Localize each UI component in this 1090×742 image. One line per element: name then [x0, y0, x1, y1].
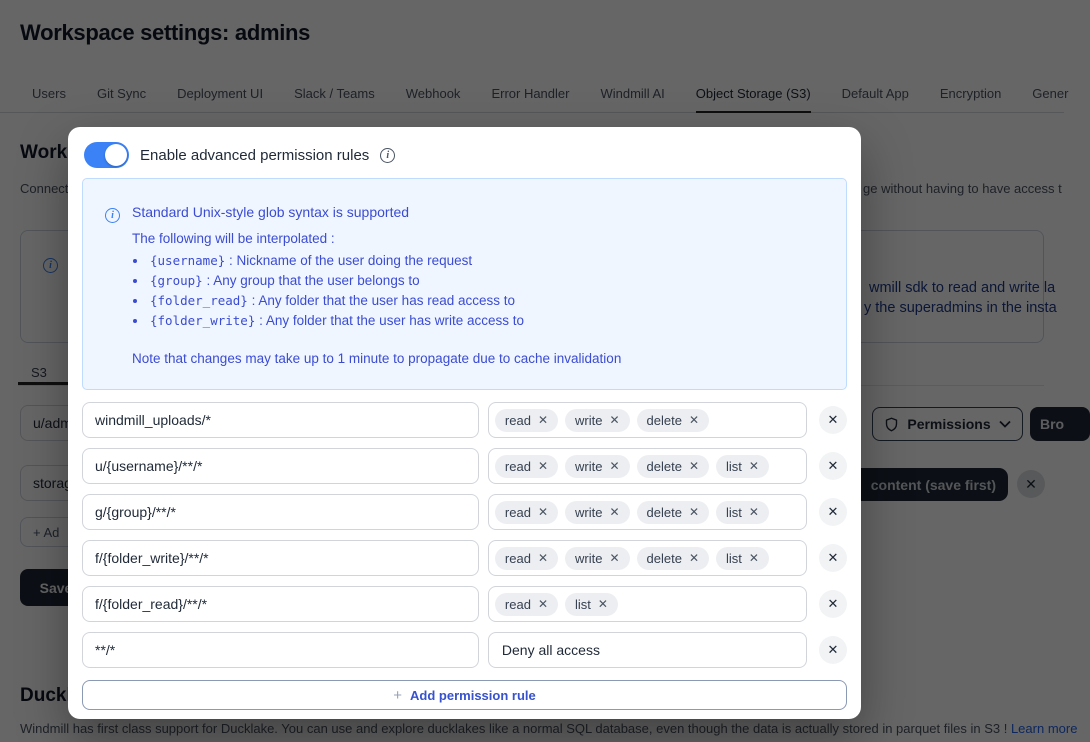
advanced-permission-rules-modal [68, 127, 861, 719]
rule-pattern-input[interactable] [82, 448, 479, 484]
permission-tag-label: write [575, 412, 603, 428]
delete-rule-button[interactable]: ✕ [819, 590, 847, 618]
remove-tag-icon[interactable]: ✕ [597, 597, 608, 611]
permission-tag-label: read [504, 458, 531, 474]
delete-rule-button[interactable]: ✕ [819, 636, 847, 664]
rule-pattern-input[interactable] [82, 402, 479, 438]
cache-invalidation-note: Note that changes may take up to 1 minute to propagate due to cache invalidation [132, 351, 622, 366]
remove-tag-icon[interactable]: ✕ [537, 505, 548, 519]
permission-tag-read[interactable] [495, 409, 558, 432]
permission-tag-label: delete [646, 412, 682, 428]
rule-permissions-box[interactable] [488, 448, 807, 484]
add-permission-rule-button[interactable] [82, 680, 847, 710]
remove-tag-icon[interactable]: ✕ [748, 459, 759, 473]
rule-permissions-box[interactable] [488, 540, 807, 576]
rule-permissions-box[interactable] [488, 586, 807, 622]
permission-tag-label: list [726, 504, 742, 520]
remove-tag-icon[interactable]: ✕ [688, 505, 699, 519]
permission-rule-row [82, 494, 847, 530]
permission-tag-delete[interactable] [637, 455, 709, 478]
permission-tag-delete[interactable] [637, 501, 709, 524]
permission-rule-row [82, 632, 847, 668]
rule-permissions-box[interactable] [488, 632, 807, 668]
permission-tag-list[interactable] [716, 547, 769, 570]
permission-tag-list[interactable] [716, 501, 769, 524]
toggle-knob [105, 144, 127, 166]
interpolation-token-item: • {folder_read} : Any folder that the user has read access to [148, 291, 524, 311]
permission-tag-write[interactable] [565, 409, 630, 432]
info-icon: i [105, 205, 120, 223]
remove-tag-icon[interactable]: ✕ [609, 413, 620, 427]
permission-rule-row [82, 540, 847, 576]
permission-tag-label: write [575, 550, 603, 566]
permission-tag-read[interactable] [495, 455, 558, 478]
remove-tag-icon[interactable]: ✕ [688, 413, 699, 427]
rule-pattern-input[interactable] [82, 494, 479, 530]
permission-tag-write[interactable] [565, 501, 630, 524]
rule-pattern-input[interactable] [82, 586, 479, 622]
glob-syntax-info-box [82, 178, 847, 390]
permission-tag-write[interactable] [565, 455, 630, 478]
permission-tag-label: read [504, 596, 531, 612]
toggle-label: Enable advanced permission rules [140, 146, 370, 164]
remove-tag-icon[interactable]: ✕ [537, 459, 548, 473]
permission-tag-read[interactable] [495, 593, 558, 616]
remove-tag-icon[interactable]: ✕ [609, 505, 620, 519]
permission-rule-row [82, 402, 847, 438]
deny-all-access-label: Deny all access [501, 642, 600, 658]
rule-permissions-box[interactable] [488, 494, 807, 530]
permission-tag-label: list [726, 550, 742, 566]
permission-tag-label: write [575, 458, 603, 474]
remove-tag-icon[interactable]: ✕ [609, 459, 620, 473]
enable-advanced-permissions-toggle[interactable] [84, 142, 129, 168]
rule-permissions-box[interactable] [488, 402, 807, 438]
permission-tag-label: delete [646, 504, 682, 520]
permission-tag-read[interactable] [495, 501, 558, 524]
permission-tag-delete[interactable] [637, 409, 709, 432]
info-box-intro: The following will be interpolated : [132, 231, 335, 246]
rule-pattern-input[interactable] [82, 540, 479, 576]
permission-tag-label: read [504, 550, 531, 566]
permission-rule-row [82, 586, 847, 622]
remove-tag-icon[interactable]: ✕ [688, 551, 699, 565]
permission-tag-label: list [575, 596, 591, 612]
permission-tag-list[interactable] [565, 593, 618, 616]
permission-rule-row [82, 448, 847, 484]
remove-tag-icon[interactable]: ✕ [688, 459, 699, 473]
remove-tag-icon[interactable]: ✕ [748, 551, 759, 565]
interpolation-token-list [148, 251, 524, 331]
permission-tag-list[interactable] [716, 455, 769, 478]
remove-tag-icon[interactable]: ✕ [609, 551, 620, 565]
interpolation-token-item: • {group} : Any group that the user belongs to [148, 271, 524, 291]
permission-tag-write[interactable] [565, 547, 630, 570]
remove-tag-icon[interactable]: ✕ [537, 413, 548, 427]
delete-rule-button[interactable]: ✕ [819, 544, 847, 572]
interpolation-token-item: • {username} : Nickname of the user doing the request [148, 251, 524, 271]
info-icon: i [380, 148, 395, 163]
permission-tag-label: write [575, 504, 603, 520]
permission-tag-label: read [504, 412, 531, 428]
permission-tag-read[interactable] [495, 547, 558, 570]
permission-tag-delete[interactable] [637, 547, 709, 570]
delete-rule-button[interactable]: ✕ [819, 498, 847, 526]
info-box-title: Standard Unix-style glob syntax is supported [132, 204, 410, 220]
rule-pattern-input[interactable] [82, 632, 479, 668]
permission-tag-label: list [726, 458, 742, 474]
delete-rule-button[interactable]: ✕ [819, 452, 847, 480]
plus-icon: + [393, 686, 403, 704]
permission-tag-label: read [504, 504, 531, 520]
permission-rules-list [82, 402, 847, 678]
remove-tag-icon[interactable]: ✕ [748, 505, 759, 519]
permission-tag-label: delete [646, 458, 682, 474]
delete-rule-button[interactable]: ✕ [819, 406, 847, 434]
permission-tag-label: delete [646, 550, 682, 566]
add-permission-rule-label: Add permission rule [410, 687, 536, 703]
remove-tag-icon[interactable]: ✕ [537, 551, 548, 565]
remove-tag-icon[interactable]: ✕ [537, 597, 548, 611]
interpolation-token-item: • {folder_write} : Any folder that the user has write access to [148, 311, 524, 331]
